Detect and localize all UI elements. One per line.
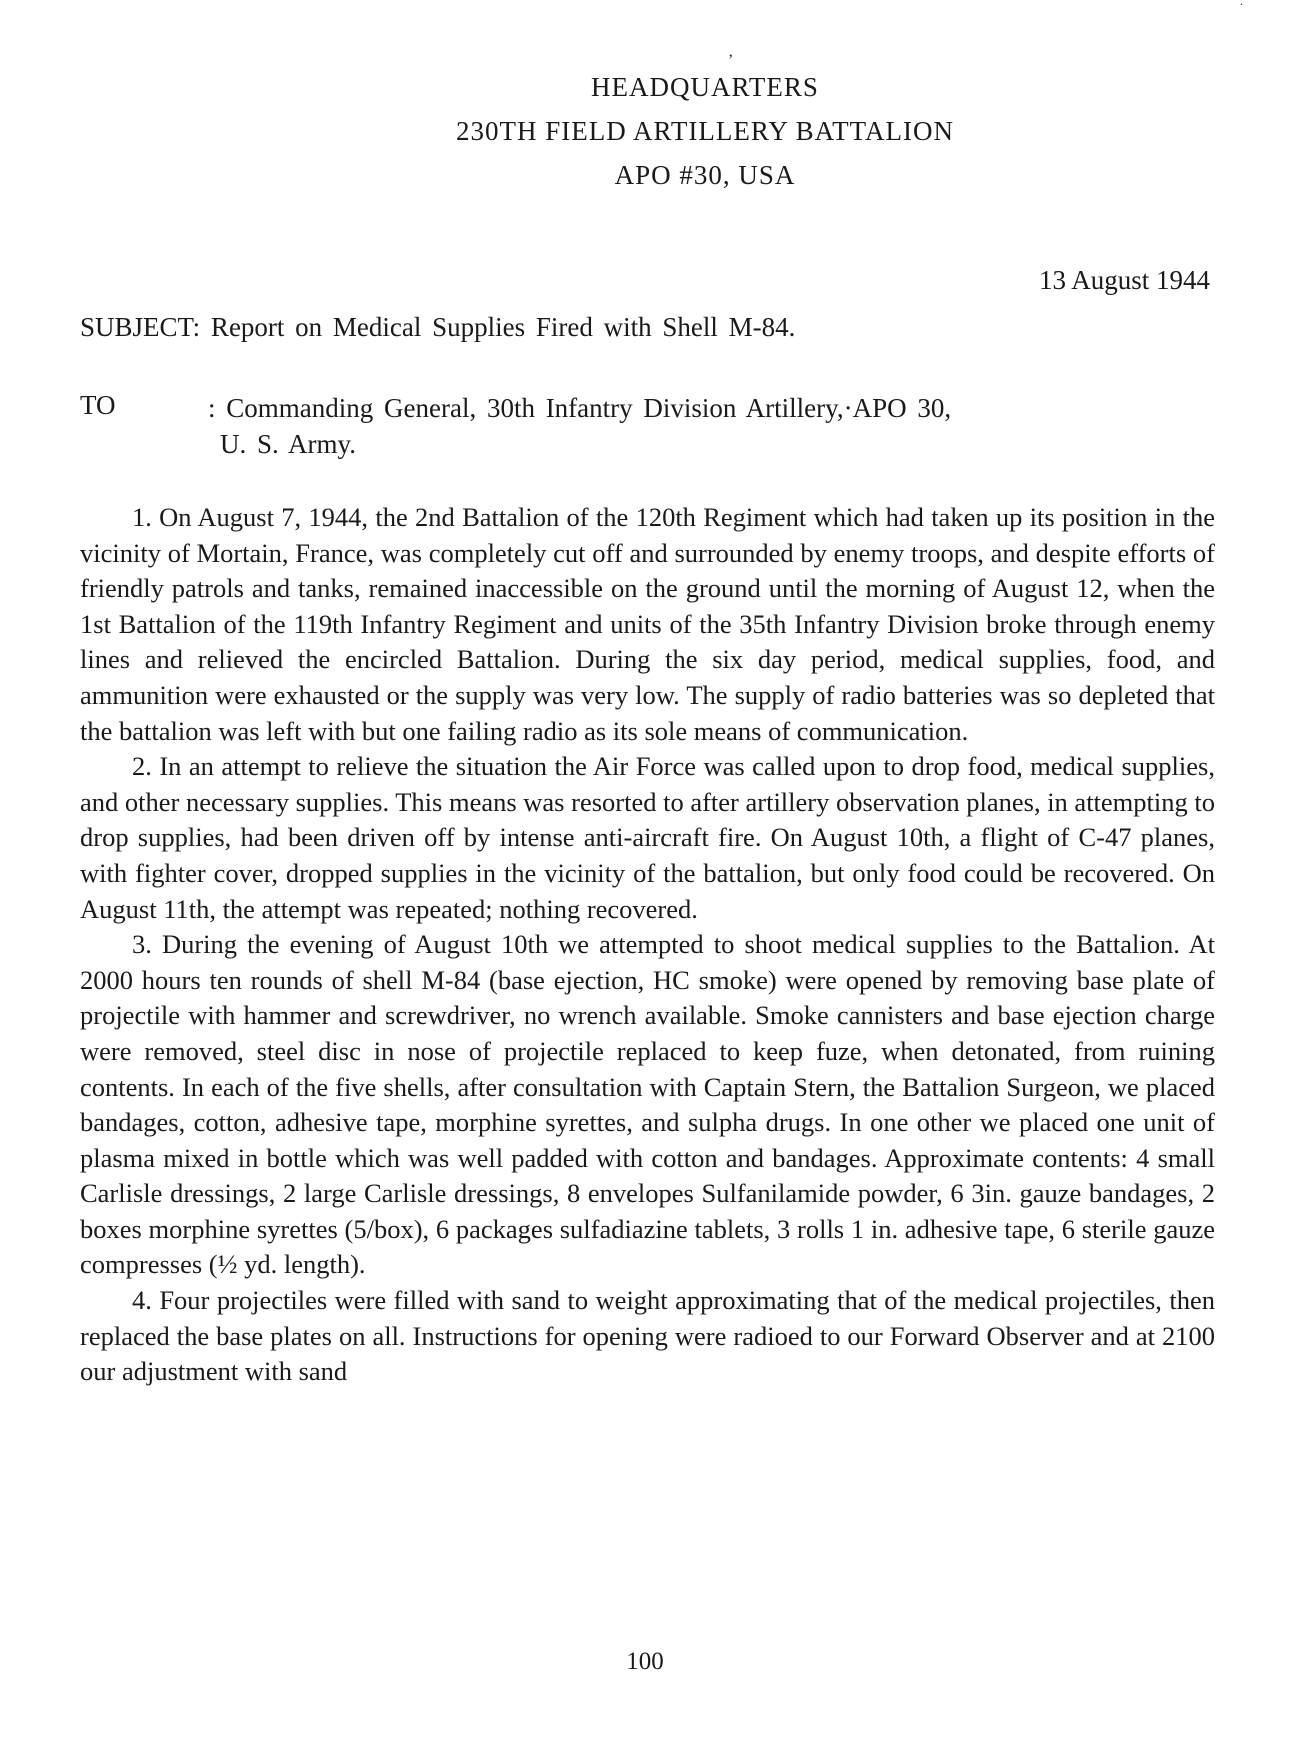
paragraph-3: 3. During the evening of August 10th we attempted to shoot medical supplies to the Battalion. At 2000 hours ten rounds of shell M-84 (base ejection, HC smoke) were opened by removing base plate of projectile with hammer and screwdriver, no wrench available. Smoke cannisters and base ejection charge were removed, steel disc in nose of projectile replaced to keep fuze, when detonated, from ruining contents. In each of the five shells, after consultation with Captain Stern, the Battalion Surgeon, we placed bandages, cotton, adhesive tape, morphine syrettes, and sulpha drugs. In one other we placed one unit of plasma mixed in bottle which was well padded with cotton and bandages. Approximate contents: 4 small Carlisle dressings, 2 large Carlisle dressings, 8 envelopes Sulfanilamide powder, 6 3in. gauze bandages, 2 boxes morphine syrettes (5/box), 6 packages sulfadiazine tablets, 3 rolls 1 in. adhesive tape, 6 sterile gauze compresses (½ yd. length). — [80, 929, 1215, 1280]
paragraph-1: 1. On August 7, 1944, the 2nd Battalion of the 120th Regiment which had taken up its position in the vicinity of Mortain, France, was completely cut off and surrounded by enemy troops, and despite efforts of friendly patrols and tanks, remained inaccessible on the ground until the morning of August 12, when the 1st Battalion of the 119th Infantry Regiment and units of the 35th Infantry Division broke through enemy lines and relieved the encircled Battalion. During the six day period, medical supplies, food, and ammunition were exhausted or the supply was very low. The supply of radio batteries was so depleted that the battalion was left with but one failing radio as its sole means of communication. — [80, 502, 1215, 746]
letterhead-address: APO #30, USA — [614, 160, 796, 190]
paragraph-4: 4. Four projectiles were filled with sand to weight approximating that of the medical projectiles, then replaced the base plates on all. Instructions for opening were radioed to our Forward Observer and at 2100 our adjustment with sand — [80, 1285, 1215, 1387]
to-address-line2: U. S. Army. — [220, 429, 357, 459]
pen-mark: ’ — [728, 52, 734, 69]
paragraph-2: 2. In an attempt to relieve the situation the Air Force was called upon to drop food, medical supplies, and other necessary supplies. This means was resorted to after artillery observation planes, in attempting to drop supplies, had been driven off by intense anti-aircraft fire. On August 10th, a flight of C-47 planes, with fighter cover, dropped supplies in the vicinity of the battalion, but only food could be recovered. On August 11th, the attempt was repeated; nothing recovered. — [80, 751, 1216, 924]
letter-body — [80, 500, 1215, 1390]
subject-line: SUBJECT: Report on Medical Supplies Fired with Shell M-84. — [80, 312, 796, 342]
to-address-line1: : Commanding General, 30th Infantry Division Artillery,·APO 30, — [208, 393, 952, 423]
page-number: 100 — [626, 1648, 664, 1675]
to-label: TO — [80, 390, 116, 420]
corner-dot: . — [1240, 0, 1243, 8]
letterhead-unit: 230TH FIELD ARTILLERY BATTALION — [456, 116, 954, 146]
letterhead-headquarters: HEADQUARTERS — [591, 72, 819, 102]
letter-date: 13 August 1944 — [1038, 265, 1210, 295]
to-address — [208, 390, 1208, 462]
